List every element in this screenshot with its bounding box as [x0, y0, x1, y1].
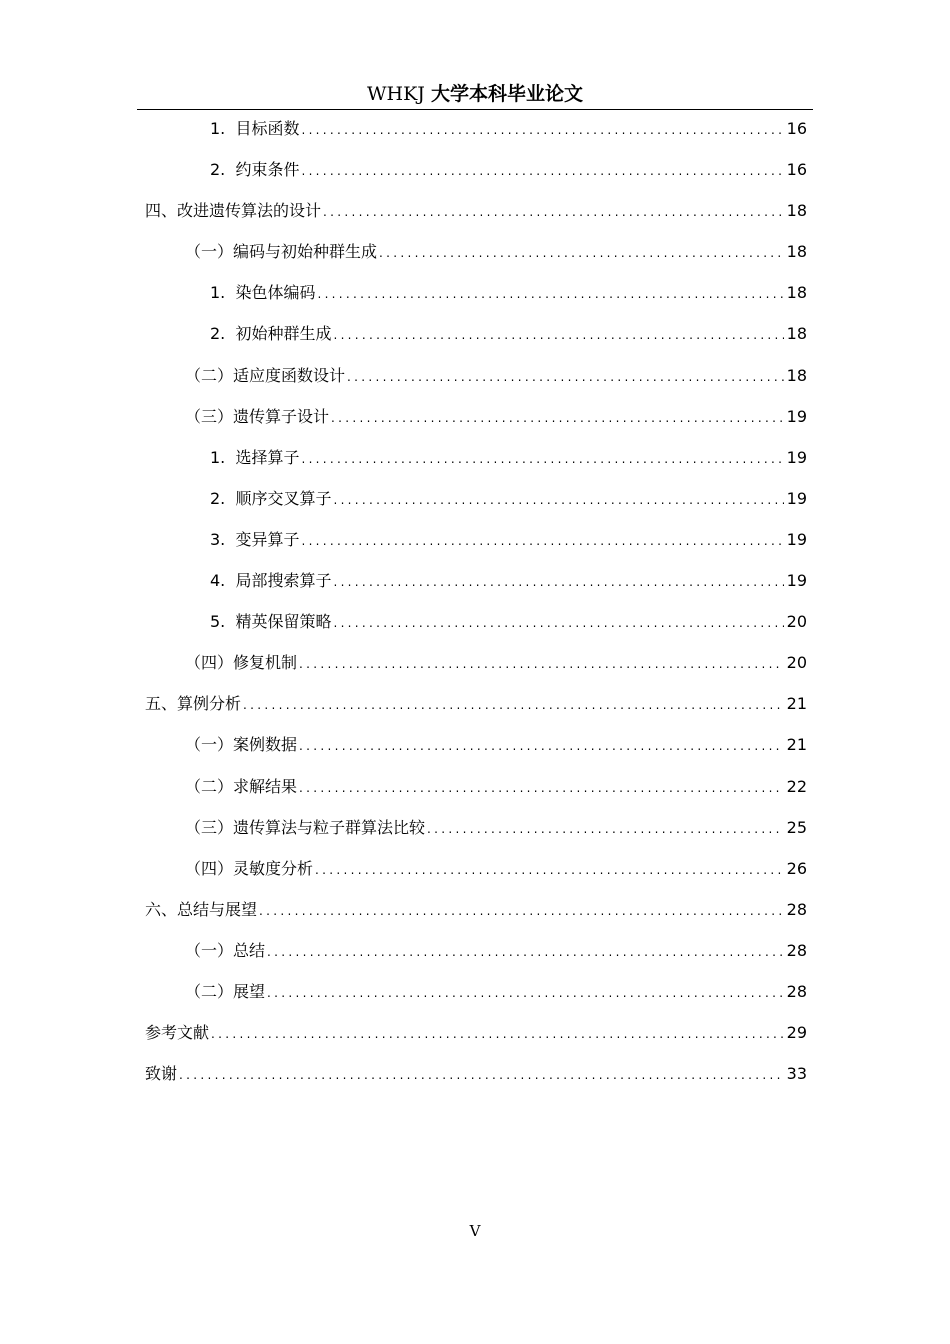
- toc-entry[interactable]: [145, 239, 807, 280]
- toc-entry-page: 16: [786, 160, 807, 180]
- dot-leader: [315, 857, 784, 883]
- toc-entry[interactable]: [145, 527, 807, 568]
- toc-entry-number: 3.: [210, 529, 226, 549]
- toc-entry-page: 18: [786, 365, 807, 385]
- toc-entry[interactable]: [145, 1020, 807, 1061]
- toc-entry-title: 五、算例分析: [145, 694, 242, 714]
- toc-entry-page: 19: [786, 447, 807, 467]
- toc-entry-page: 26: [786, 858, 807, 878]
- toc-entry-page: 21: [786, 735, 807, 755]
- toc-entry-number: 5.: [210, 612, 226, 632]
- toc-entry[interactable]: [145, 1061, 807, 1102]
- dot-leader: [301, 158, 783, 184]
- toc-entry[interactable]: [145, 815, 807, 856]
- toc-entry-page: 25: [786, 817, 807, 837]
- toc-entry-number: 1.: [210, 283, 226, 303]
- toc-entry-page: 18: [786, 242, 807, 262]
- dot-leader: [299, 733, 784, 759]
- dot-leader: [347, 364, 784, 390]
- toc-entry-title: 变异算子: [235, 529, 300, 549]
- dot-leader: [243, 692, 784, 718]
- toc-entry[interactable]: [145, 321, 807, 362]
- toc-entry[interactable]: [145, 568, 807, 609]
- toc-entry[interactable]: [145, 404, 807, 445]
- toc-entry-number: 4.: [210, 571, 226, 591]
- toc-entry-title: 精英保留策略: [235, 612, 332, 632]
- toc-entry-title: 参考文献: [145, 1023, 210, 1043]
- toc-entry-title: 选择算子: [235, 447, 300, 467]
- toc-entry[interactable]: [145, 445, 807, 486]
- toc-entry-number: 2.: [210, 324, 226, 344]
- dot-leader: [211, 1021, 784, 1047]
- toc-entry-page: 28: [786, 981, 807, 1001]
- toc-entry-title: 顺序交叉算子: [235, 488, 332, 508]
- toc-entry[interactable]: [145, 732, 807, 773]
- toc-entry-page: 29: [786, 1023, 807, 1043]
- toc-entry-page: 20: [786, 653, 807, 673]
- dot-leader: [333, 322, 783, 348]
- dot-leader: [333, 487, 783, 513]
- toc-entry[interactable]: [145, 691, 807, 732]
- dot-leader: [259, 898, 784, 924]
- toc-entry-title: 目标函数: [235, 119, 300, 138]
- toc-entry-title: （二）展望: [185, 981, 266, 1001]
- dot-leader: [301, 117, 783, 143]
- toc-entry[interactable]: [145, 897, 807, 938]
- toc-entry-title: （一）案例数据: [185, 735, 298, 755]
- toc-entry-title: （三）遗传算子设计: [185, 406, 330, 426]
- dot-leader: [333, 569, 783, 595]
- dot-leader: [317, 281, 783, 307]
- header-title: 大学本科毕业论文: [430, 83, 583, 105]
- toc-entry[interactable]: [145, 650, 807, 691]
- toc-entry-page: 18: [786, 283, 807, 303]
- toc-entry-title: 约束条件: [235, 160, 300, 180]
- toc-entry-page: 18: [786, 201, 807, 221]
- toc-entry-page: 28: [786, 899, 807, 919]
- toc-entry[interactable]: [145, 774, 807, 815]
- dot-leader: [179, 1062, 784, 1088]
- toc-entry-title: 四、改进遗传算法的设计: [145, 201, 322, 221]
- header-latin: WHKJ: [367, 83, 425, 105]
- toc-entry-page: 28: [786, 940, 807, 960]
- toc-entry[interactable]: [145, 280, 807, 321]
- toc-entry-title: 染色体编码: [235, 283, 316, 303]
- toc-entry-page: 21: [786, 694, 807, 714]
- toc-entry-page: 19: [786, 529, 807, 549]
- page-header: [137, 80, 813, 110]
- toc-entry-title: （三）遗传算法与粒子群算法比较: [185, 817, 426, 837]
- table-of-contents: [145, 116, 807, 1102]
- dot-leader: [267, 939, 784, 965]
- toc-entry[interactable]: [145, 486, 807, 527]
- toc-entry-page: 18: [786, 324, 807, 344]
- page-number: V: [469, 1222, 481, 1240]
- dot-leader: [427, 816, 784, 842]
- toc-entry-number: 1.: [210, 119, 226, 138]
- dot-leader: [333, 610, 783, 636]
- toc-entry-page: 16: [786, 119, 807, 138]
- toc-entry-page: 20: [786, 612, 807, 632]
- toc-entry-title: 六、总结与展望: [145, 899, 258, 919]
- toc-entry-number: 2.: [210, 488, 226, 508]
- dot-leader: [331, 405, 784, 431]
- toc-entry-title: 初始种群生成: [235, 324, 332, 344]
- dot-leader: [301, 528, 783, 554]
- toc-entry-title: 局部搜索算子: [235, 571, 332, 591]
- toc-entry-page: 19: [786, 406, 807, 426]
- toc-entry-title: （一）编码与初始种群生成: [185, 242, 378, 262]
- toc-entry[interactable]: [145, 116, 807, 157]
- toc-entry[interactable]: [145, 938, 807, 979]
- dot-leader: [379, 240, 784, 266]
- toc-entry[interactable]: [145, 363, 807, 404]
- toc-entry-title: （二）求解结果: [185, 776, 298, 796]
- toc-entry-title: （一）总结: [185, 940, 266, 960]
- toc-entry-title: （二）适应度函数设计: [185, 365, 346, 385]
- toc-entry-number: 1.: [210, 447, 226, 467]
- toc-entry[interactable]: [145, 979, 807, 1020]
- toc-entry[interactable]: [145, 157, 807, 198]
- toc-entry-page: 19: [786, 571, 807, 591]
- dot-leader: [299, 651, 784, 677]
- toc-entry-title: （四）修复机制: [185, 653, 298, 673]
- toc-entry-page: 22: [786, 776, 807, 796]
- toc-entry[interactable]: [145, 609, 807, 650]
- dot-leader: [299, 775, 784, 801]
- toc-entry-title: （四）灵敏度分析: [185, 858, 314, 878]
- dot-leader: [323, 199, 784, 225]
- toc-entry-page: 33: [786, 1064, 807, 1084]
- toc-entry[interactable]: [145, 198, 807, 239]
- toc-entry-title: 致谢: [145, 1064, 178, 1084]
- dot-leader: [301, 446, 783, 472]
- dot-leader: [267, 980, 784, 1006]
- toc-entry-number: 2.: [210, 160, 226, 180]
- toc-entry[interactable]: [145, 856, 807, 897]
- toc-entry-page: 19: [786, 488, 807, 508]
